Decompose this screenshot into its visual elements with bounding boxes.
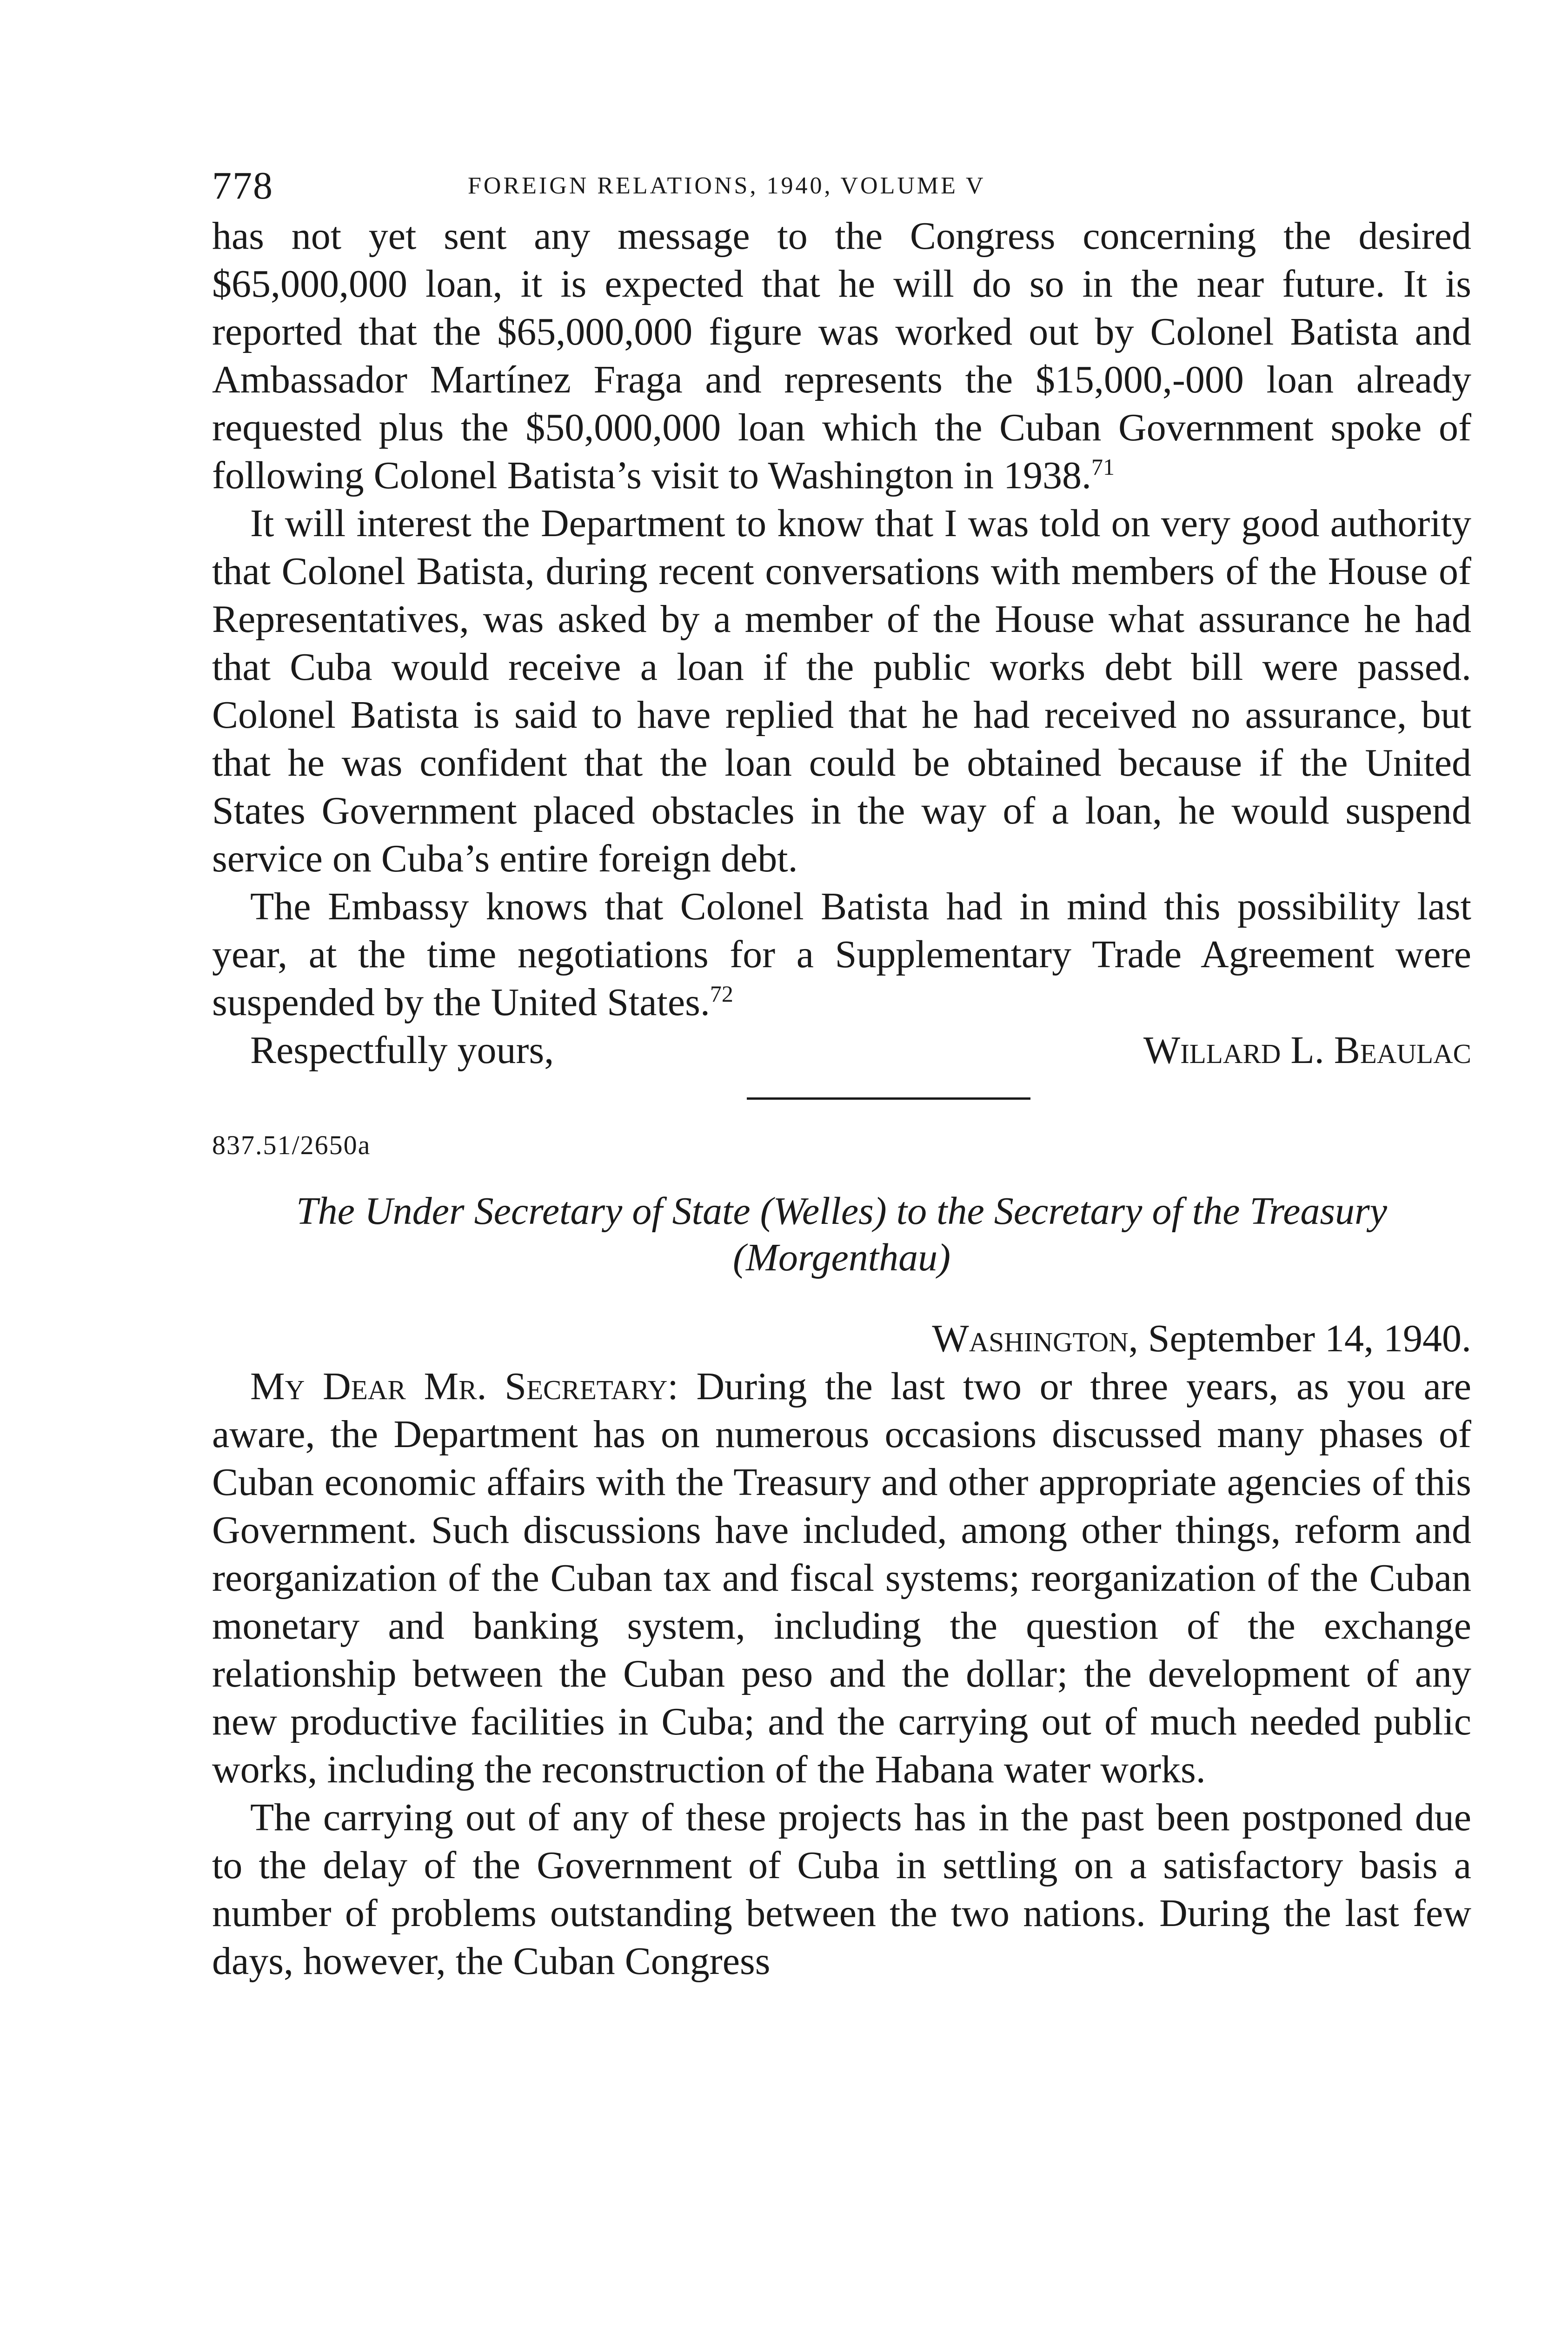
file-number: 837.51/2650a <box>212 1130 371 1160</box>
paragraph-text: During the last two or three years, as you are aware, the Department has on numerous occasions discussed many phases of Cuban economic affairs with the Treasury and other appropriate agencies of this Government. Such discussions have included, among other things, reform and reorganization of the Cuban tax and fiscal systems; reorganization of the Cuban monetary and banking system, including the question of the exchange relationship between the Cuban peso and the dollar; the development of any new productive facilities in Cuba; and the carrying out of much needed public works, including the reconstruction of the Habana water works. <box>212 1365 1472 1791</box>
complimentary-close: Respectfully yours, <box>250 1029 554 1072</box>
paragraph-projects-postponed: The carrying out of any of these projects has in the past been postponed due to the delay of the Government of Cuba in settling on a satisfactory basis a number of problems outstanding between the two nations. During the last few days, however, the Cuban Congress <box>212 1796 1471 1983</box>
paragraph-text: The Embassy knows that Colonel Batista had in mind this possibility last year, at the time negotiations for a Supplementary Trade Agreement were suspended by the United States. <box>212 885 1471 1024</box>
dateline-date: , September 14, 1940. <box>1128 1317 1471 1360</box>
paragraph-batista-assurance: It will interest the Department to know that I was told on very good authority that Colonel Batista, during recent conversations with members of the House of Representatives, was asked by a member of the House what assurance he had that Cuba would receive a loan if the public works debt bill were passed. Colonel Batista is said to have replied that he had received no assurance, but that he was confident that the loan could be obtained because if the United States Government placed obstacles in the way of a loan, he would suspend service on Cuba’s entire foreign debt. <box>212 502 1471 880</box>
letter-closing <box>212 1026 1471 1074</box>
section-divider <box>747 1097 1030 1100</box>
page-number: 778 <box>212 164 273 207</box>
running-head <box>212 163 1471 209</box>
dateline <box>212 1315 1471 1362</box>
document-heading: The Under Secretary of State (Welles) to the Secretary of the Treasury (Morgenthau) <box>296 1189 1388 1279</box>
footnote-ref-72: 72 <box>710 981 733 1007</box>
running-title: FOREIGN RELATIONS, 1940, VOLUME V <box>468 173 986 199</box>
signature: Willard L. Beaulac <box>1143 1029 1471 1072</box>
paragraph-continued <box>212 212 1471 499</box>
page-body <box>212 163 1471 1985</box>
footnote-ref-71: 71 <box>1091 454 1115 480</box>
dateline-place: Washington <box>932 1317 1129 1360</box>
paragraph-salutation <box>212 1362 1471 1794</box>
paragraph-embassy-knows <box>212 883 1471 1026</box>
paragraph-text: has not yet sent any message to the Congress concerning the desired $65,000,000 loan, it is expected that he will do so in the near future. It is reported that the $65,000,000 figure was worked out by Colonel Batista and Ambassador Martínez Fraga and represents the $15,000,-000 loan already requested plus the $50,000,000 loan which the Cuban Government spoke of following Colonel Batista’s visit to Washington in 1938. <box>212 214 1471 497</box>
salutation: My Dear Mr. Secretary: <box>250 1365 678 1408</box>
